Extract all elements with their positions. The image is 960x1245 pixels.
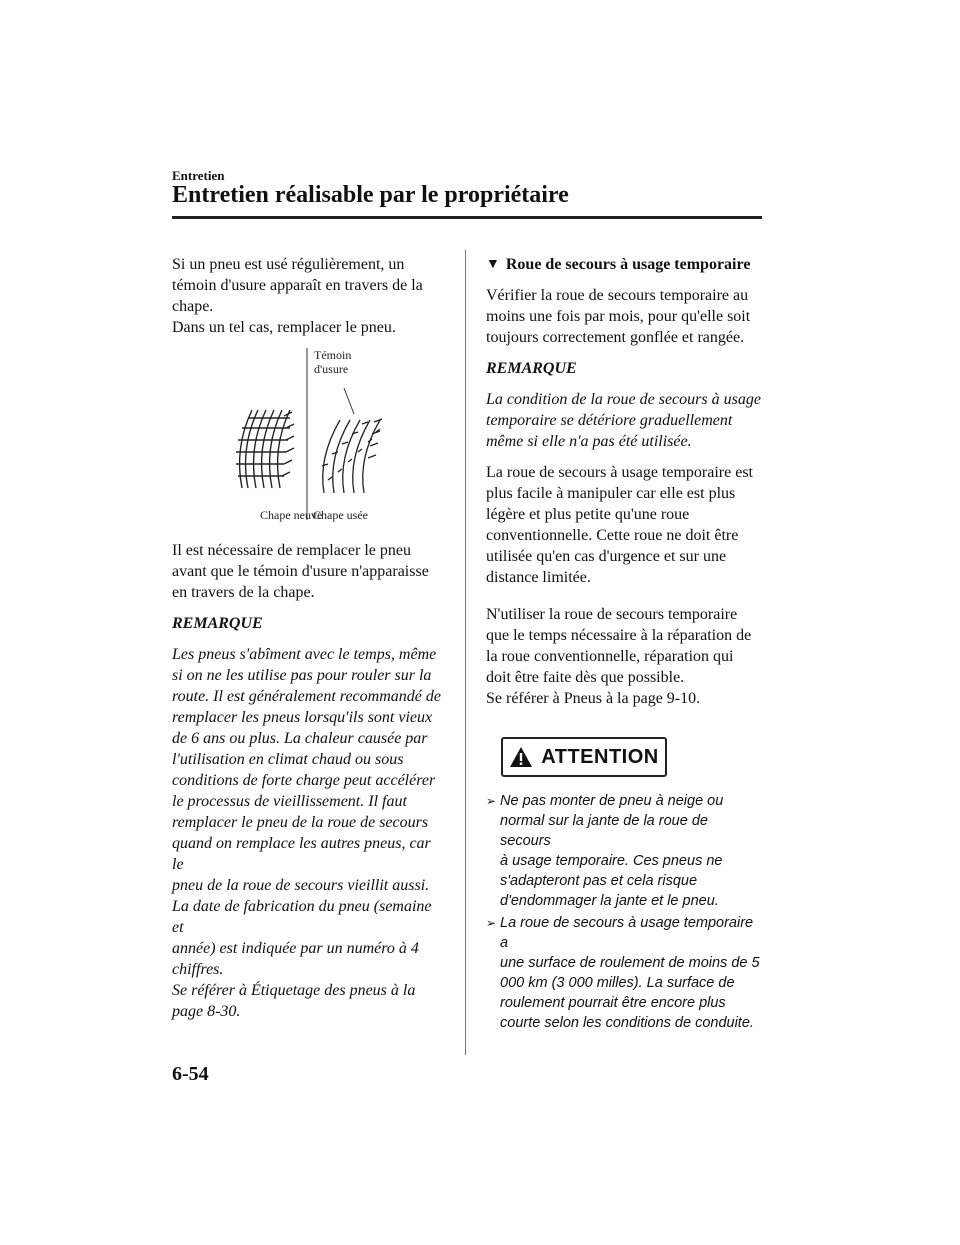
column-divider (465, 250, 466, 1055)
right-column (486, 254, 762, 1035)
page-number: 6-54 (172, 1063, 209, 1085)
left-column (172, 254, 444, 1032)
section-label: Entretien (172, 168, 225, 183)
new-tread-label: Chape neuve (260, 508, 323, 522)
title-rule (172, 216, 762, 219)
attention-item-text: La roue de secours à usage temporaire a une surface de roulement de moins de 5 000 km (3 000 milles). La surface de roulement pourrait être encore plus courte selon les conditions de conduite. (500, 915, 760, 1031)
worn-tread-label: Chape usée (313, 508, 368, 522)
intro-paragraph: Si un pneu est usé régulièrement, un témoin d'usure apparaît en travers de la chape. Dans un tel cas, remplacer le pneu. (172, 256, 423, 336)
tread-illustration (172, 348, 444, 528)
wear-indicator-label: Témoin d'usure (314, 348, 352, 376)
arrow-bullet-icon: ➢ (486, 916, 497, 930)
attention-item (486, 913, 762, 1033)
replace-paragraph: Il est nécessaire de remplacer le pneu avant que le témoin d'usure n'apparaisse en travers de la chape. (172, 542, 429, 601)
attention-box (501, 737, 667, 777)
spare-wheel-heading (486, 254, 762, 275)
check-paragraph: Vérifier la roue de secours temporaire au moins une fois par mois, pour qu'elle soit toujours correctement gonflée et rangée. (486, 287, 751, 346)
spare-wheel-heading-text: Roue de secours à usage temporaire (505, 256, 751, 273)
note-body: La condition de la roue de secours à usage temporaire se détériore graduellement même si elle n'a pas été utilisée. (486, 391, 761, 450)
page-title: Entretien réalisable par le propriétaire (172, 182, 569, 208)
attention-item (486, 791, 762, 911)
attention-list (486, 791, 762, 1033)
tread-wear-figure (172, 348, 444, 528)
attention-label: ATTENTION (541, 745, 659, 768)
note-body: Les pneus s'abîment avec le temps, même si on ne les utilise pas pour rouler sur la route. Il est généralement recommandé de remplacer les pneus lorsqu'ils sont vieux de 6 ans ou plus. La chaleur causée par l'utilisation en climat chaud ou sous conditions de forte charge peut accélérer le processus de vieillissement. Il faut remplacer le pneu de la roue de secours quand on remplace les autres pneus, car le pneu de la roue de secours vieillit aussi. La date de fabrication du pneu (semaine et année) est indiquée par un numéro à 4 chiffres. Se référer à Étiquetage des pneus à la page 8-30. (172, 646, 441, 1020)
arrow-bullet-icon: ➢ (486, 794, 497, 808)
triangle-marker-icon: ▼ (486, 257, 500, 272)
warning-triangle-icon (509, 746, 533, 768)
handling-paragraph: La roue de secours à usage temporaire est plus facile à manipuler car elle est plus légère et plus petite qu'une roue conventionnelle. Cette roue ne doit être utilisée qu'en cas d'urgence et sur une distance limitée. (486, 464, 753, 586)
attention-item-text: Ne pas monter de pneu à neige ou normal sur la jante de la roue de secours à usage temporaire. Ces pneus ne s'adapteront pas et cela risque d'endommager la jante et le pneu. (500, 793, 724, 909)
note-heading: REMARQUE (172, 615, 263, 632)
usage-paragraph: N'utiliser la roue de secours temporaire que le temps nécessaire à la réparation de la roue conventionnelle, réparation qui doit être faite dès que possible. Se référer à Pneus à la page 9-10. (486, 606, 752, 707)
note-heading: REMARQUE (486, 360, 577, 377)
